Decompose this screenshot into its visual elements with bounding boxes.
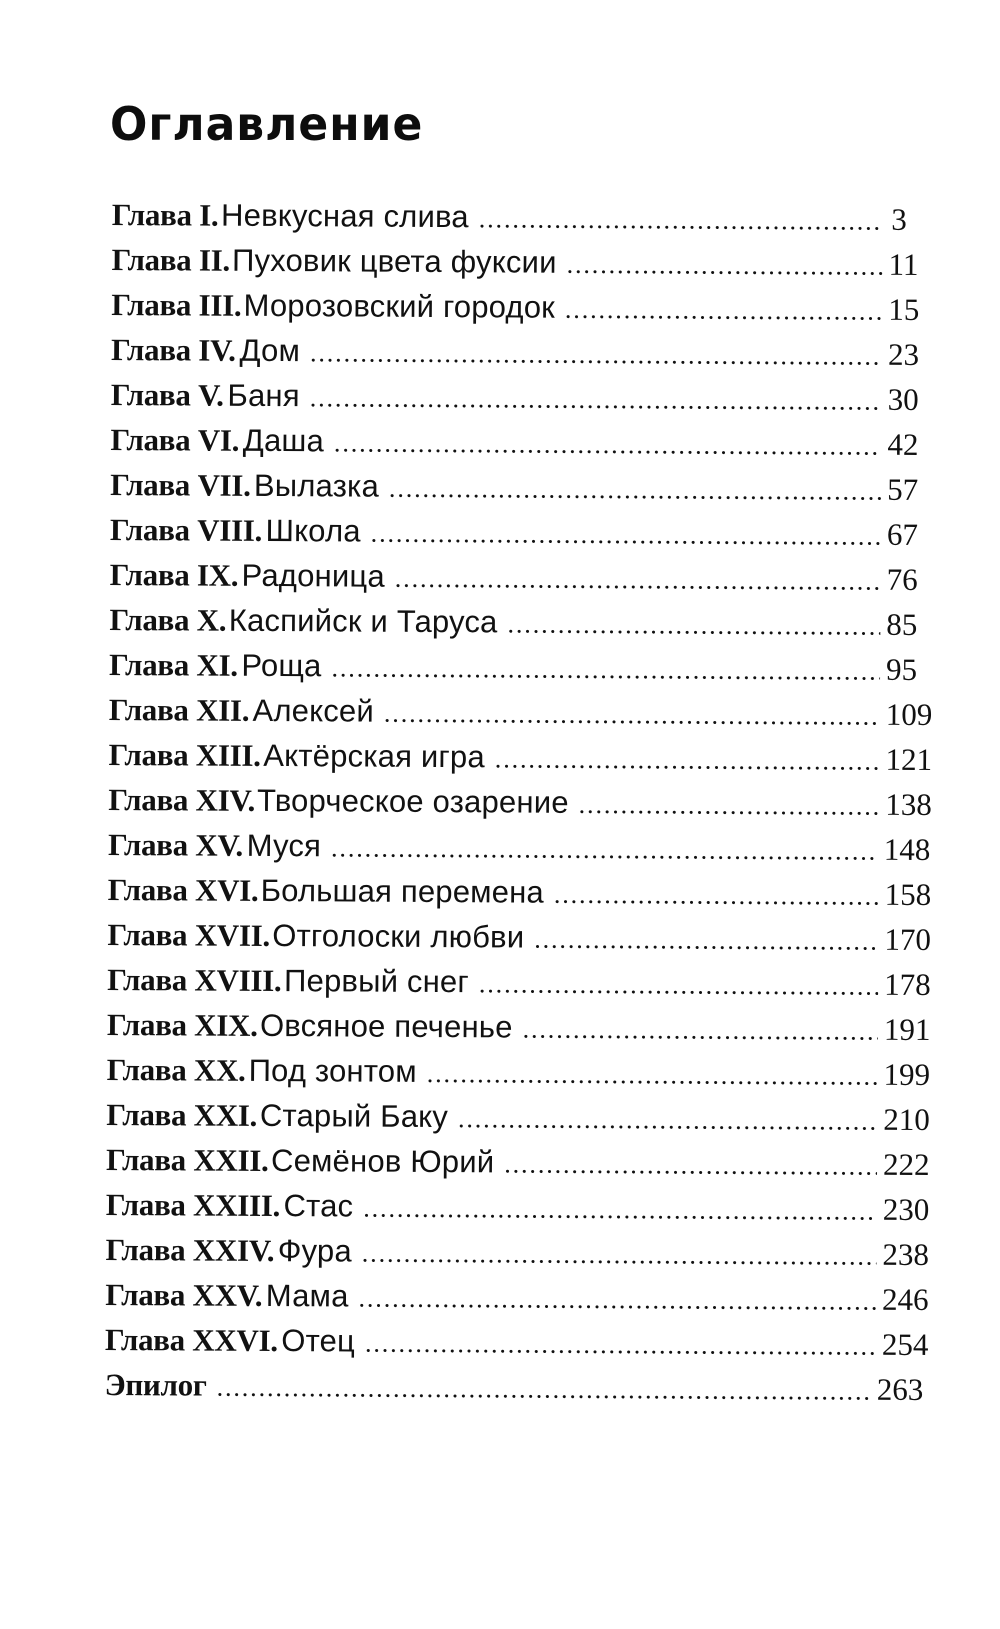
chapter-title: Роща [241,647,322,684]
toc-row [110,462,919,512]
dot-leader [363,1186,877,1234]
chapter-number: Глава X. [109,601,227,638]
page-number: 109 [885,696,933,733]
toc-row [104,1317,929,1367]
toc-row [110,417,919,467]
page-number: 121 [885,741,933,778]
page-number: 11 [888,246,919,282]
chapter-number: Глава XI. [109,646,238,683]
dot-leader [371,511,881,559]
page-number: 222 [882,1146,930,1183]
dot-leader [310,375,882,423]
dot-leader [479,196,883,243]
toc-row [107,867,932,917]
page-number: 238 [882,1236,930,1273]
dot-leader [216,1365,870,1414]
toc-row [105,1137,930,1187]
page-number: 76 [886,561,918,597]
chapter-number: Глава IX. [109,556,239,593]
dot-leader [334,420,882,468]
chapter-number: Глава XVI. [107,871,259,908]
page-number: 85 [886,606,918,642]
chapter-title: Каспийск и Таруса [228,602,498,640]
page-number: 67 [886,516,919,552]
chapter-number: Глава XIII. [108,736,261,773]
toc-row [105,1272,929,1322]
chapter-title: Стас [283,1188,354,1224]
chapter-title: Невкусная слива [221,197,469,235]
toc-row [111,237,919,287]
dot-leader [504,1141,877,1188]
chapter-number: Глава XII. [108,691,250,728]
page-number: 23 [887,336,920,372]
toc-row-epilogue [104,1362,924,1412]
chapter-number: Глава I. [111,196,219,233]
chapter-number: Глава XXII. [105,1141,269,1178]
chapter-title: Школа [265,512,361,549]
chapter-number: Глава XX. [106,1051,246,1088]
page-number: 178 [884,966,931,1003]
page-number: 199 [883,1056,931,1093]
toc-row [110,327,920,377]
toc-row [109,552,918,602]
page-number: 191 [883,1011,931,1048]
toc-row [109,642,918,692]
page-number: 42 [887,426,919,462]
page-number: 246 [882,1281,929,1318]
chapter-title: Под зонтом [248,1052,417,1089]
dot-leader [479,961,879,1008]
chapter-number: Глава XIV. [108,781,256,818]
chapter-title: Пуховик цвета фуксии [231,242,557,280]
chapter-number: Глава XIX. [106,1006,258,1043]
page-number: 158 [884,876,932,913]
toc-row [106,1047,931,1097]
dot-leader [389,466,881,514]
chapter-number: Глава XVII. [107,916,271,953]
dot-leader [362,1231,877,1279]
dot-leader [358,1276,876,1324]
chapter-title: Радоница [241,557,385,594]
page-number: 210 [883,1101,930,1138]
chapter-title: Большая перемена [260,872,545,910]
chapter-title: Семёнов Юрий [270,1142,495,1180]
dot-leader [384,691,880,739]
dot-leader [507,601,880,648]
toc-row [107,957,931,1007]
chapter-title: Вылазка [253,467,380,504]
toc-row [107,912,932,962]
dot-leader [365,1321,876,1369]
toc-row [105,1227,930,1277]
page-number: 3 [891,201,907,237]
chapter-number: Глава II. [111,241,230,278]
epilogue-label: Эпилог [104,1366,207,1403]
dot-leader [331,645,880,693]
chapter-number: Глава IV. [110,331,236,368]
chapter-title: Дом [239,332,301,369]
chapter-number: Глава XXV. [105,1276,263,1313]
dot-leader [395,556,881,604]
page-number: 95 [885,651,918,687]
dot-leader [554,872,879,919]
toc-row [107,822,931,872]
chapter-title: Муся [246,827,322,864]
chapter-title: Овсяное печенье [259,1007,513,1045]
dot-leader [427,1051,878,1099]
page-number: 230 [882,1191,930,1228]
dot-leader [331,825,878,873]
page-number: 30 [887,381,919,417]
toc-row [105,1182,930,1232]
toc-row [106,1092,930,1142]
chapter-number: Глава XXIV. [105,1231,275,1269]
chapter-number: Глава XXI. [106,1096,258,1133]
chapter-title: Отец [281,1323,356,1359]
chapter-title: Первый снег [284,963,470,1000]
chapter-title: Баня [227,377,300,414]
dot-leader [310,330,882,378]
page-number: 170 [884,921,932,958]
chapter-title: Морозовский городок [243,287,556,325]
chapter-number: Глава XVIII. [107,961,282,999]
chapter-number: Глава VII. [110,466,251,503]
toc-row [108,687,933,737]
chapter-title: Алексей [252,692,375,729]
chapter-title: Мама [265,1277,349,1314]
page-number: 148 [883,831,931,868]
chapter-number: Глава XV. [107,826,244,863]
chapter-number: Глава V. [110,376,224,413]
chapter-number: Глава VIII. [109,511,263,548]
toc-row [109,597,918,647]
dot-leader [495,736,880,783]
dot-leader [458,1096,878,1144]
table-of-contents [104,192,933,1412]
dot-leader [579,782,880,829]
chapter-title: Отголоски любви [272,917,525,955]
toc-row [111,282,920,332]
page-number: 15 [888,291,920,327]
chapter-title: Творческое озарение [256,782,569,820]
page-number: 57 [887,471,919,507]
toc-row [112,192,907,242]
toc-row [109,507,919,557]
toc-row [110,372,919,422]
chapter-title: Старый Баку [259,1097,449,1135]
dot-leader [567,242,883,289]
chapter-title: Фура [277,1233,352,1269]
toc-row [106,1002,931,1052]
page-number: 138 [885,786,932,823]
dot-leader [534,917,878,964]
dot-leader [565,287,883,334]
dot-leader [523,1007,879,1054]
page-title: Оглавление [110,97,424,152]
chapter-title: Даша [242,422,325,459]
toc-row [108,777,932,827]
chapter-number: Глава XXIII. [105,1186,281,1224]
chapter-title: Актёрская игра [263,737,485,775]
chapter-number: Глава XXVI. [104,1321,278,1359]
page-number: 263 [876,1371,924,1407]
chapter-number: Глава III. [111,286,242,323]
page-number: 254 [881,1326,929,1363]
toc-row [108,732,933,782]
chapter-number: Глава VI. [110,421,240,458]
